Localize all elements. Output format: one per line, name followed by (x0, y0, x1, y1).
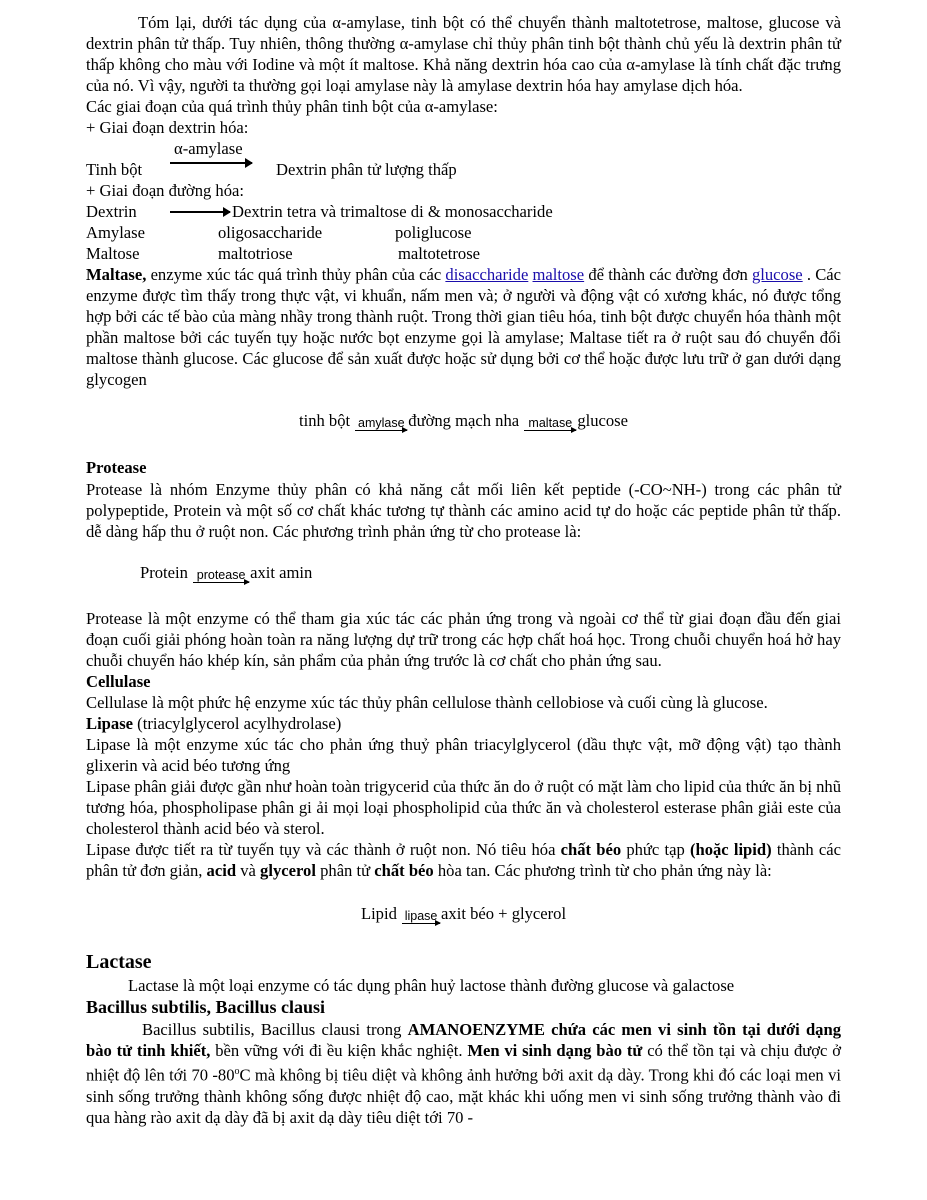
cellulase-title: Cellulase (86, 672, 151, 691)
lipase-paragraph-2: Lipase phân giải được gần như hoàn toàn trigycerid của thức ăn do ở ruột có mặt làm cho lipid của thức ăn bị nhũ tương hóa, phospholipase phân gi ải mọi loại phospholipid của thức ăn và cholesterol esterase phân giải este của cholesterol thành acid béo và sterol. (86, 777, 841, 838)
bacillus-title: Bacillus subtilis, Bacillus clausi (86, 997, 326, 1017)
equation-protease (86, 562, 841, 588)
stage2-row2-c2: oligosaccharide (218, 223, 323, 242)
stage2-arrow (170, 211, 230, 213)
lactase-paragraph: Lactase là một loại enzyme có tác dụng phân huỷ lactose thành đường glucose và galactose (128, 976, 735, 995)
lipase-title: Lipase (86, 714, 134, 733)
protease-title: Protease (86, 458, 147, 477)
intro-paragraph: Tóm lại, dưới tác dụng của α-amylase, tinh bột có thể chuyển thành maltotetrose, maltose, glucose và dextrin phân tử thấp. Tuy nhiên, thông thường α-amylase chỉ thủy phân tinh bột thành chủ yếu là dextrin phân tử thấp không cho màu với Iodine và một ít maltose. Khả năng dextrin hóa cao của α-amylase là tính chất đặc trưng của nó. Vì vậy, người ta thường gọi loại amylase này là amylase dextrin hóa hay amylase dịch hóa. (86, 13, 841, 95)
stage2-row1-left: Dextrin (86, 202, 137, 221)
eq2-arrow (193, 569, 249, 583)
stage2-row3-c3: maltotetrose (398, 244, 481, 263)
stage1-title: + Giai đoạn dextrin hóa: (86, 118, 249, 137)
lipase-text: và (236, 861, 261, 880)
eq1-c: glucose (577, 411, 629, 430)
eq3-a: Lipid (360, 904, 397, 923)
document-page (86, 12, 841, 1128)
stage1-left: Tinh bột (86, 160, 143, 179)
lipase-paragraph-1: Lipase là một enzyme xúc tác cho phản ứng thuỷ phân triacylglycerol (dầu thực vật, mỡ động vật) tạo thành glixerin và acid béo tương ứng (86, 735, 841, 775)
maltase-text: enzyme xúc tác quá trình thủy phân của các (146, 265, 446, 284)
bacillus-text: bền vững với đi ều kiện khắc nghiệt. (210, 1041, 468, 1060)
lipase-bold: (hoặc lipid) (689, 840, 772, 859)
bacillus-paragraph (86, 1019, 841, 1128)
lipase-subtitle: (triacylglycerol acylhydrolase) (133, 714, 342, 733)
degree-sup: o (234, 1066, 240, 1077)
stage2-row2 (86, 222, 841, 243)
eq3-b: axit béo + glycerol (441, 904, 567, 923)
lipase-bold: chất béo (374, 861, 434, 880)
stage1-right: Dextrin phân tử lượng thấp (276, 160, 457, 179)
maltase-paragraph (86, 264, 841, 390)
maltase-title: Maltase, (86, 265, 147, 284)
bacillus-text: Bacillus subtilis, Bacillus clausi trong (142, 1020, 408, 1039)
protease-paragraph: Protease là nhóm Enzyme thủy phân có khả năng cắt mối liên kết peptide (-CO~NH-) trong các phân tử polypeptide, Protein và một số cơ chất khác tương tự thành các amino acid tự do hoặc các peptide phân tử thấp. dễ dàng hấp thu ở ruột non. Các phương trình phản ứng từ cho protease là: (86, 480, 841, 541)
stage2-row2-c3: poliglucose (395, 223, 472, 242)
lipase-bold: acid (206, 861, 237, 880)
lipase-heading (86, 713, 841, 734)
lipase-text: Lipase được tiết ra từ tuyến tụy và các thành ở ruột non. Nó tiêu hóa (86, 840, 561, 859)
link-glucose[interactable]: glucose (751, 265, 803, 284)
maltase-text: . Các enzyme được tìm thấy trong thực vật, vi khuẩn, nấm men và; ở người và động vật có xương khác, nó được tổng hợp bởi các tế bào của màng nhầy trong thành ruột. Trong thời gian tiêu hóa, tinh bột được chuyển hóa thành một phần maltose bởi các tuyến tụy hoặc nước bọt enzyme gọi là amylase; Maltase tiết ra ở ruột sau đó chuyển đổi maltose thành glucose. Các glucose để sản xuất được hoặc sử dụng bởi cơ thể hoặc được lưu trữ ở gan dưới dạng glycogen (86, 265, 842, 389)
eq1-enzyme2: maltase (528, 416, 573, 430)
lipase-bold: glycerol (260, 861, 316, 880)
lipase-bold: chất béo (560, 840, 622, 859)
stage1-enzyme: α-amylase (174, 139, 243, 158)
lipase-paragraph-3 (86, 839, 841, 881)
stage2-row1-right: Dextrin tetra và trimaltose di & monosaccharide (232, 202, 553, 221)
bacillus-bold: Men vi sinh dạng bào tử (467, 1041, 643, 1060)
eq2-enzyme: protease (196, 568, 246, 582)
eq1-enzyme1: amylase (358, 416, 405, 430)
bacillus-text: C mà không bị tiêu diệt và không ảnh hưởng bởi axit dạ dày. Trong khi đó các loại men vi sinh sống trưởng thành không sống được nhiệt độ cao, mặt khác khi uống men vi sinh sống trưởng thành vào đi qua hàng rào axit dạ dày đã bị axit dạ dày tiêu diệt tới 70 - (86, 1065, 841, 1127)
link-maltose[interactable]: maltose (532, 265, 585, 284)
lactase-title: Lactase (86, 951, 152, 973)
stage1-reaction (86, 138, 841, 180)
equation-amylase (86, 410, 841, 436)
stage2-row3-c1: Maltose (86, 244, 140, 263)
stage2-row2-c1: Amylase (86, 223, 145, 242)
stages-heading: Các giai đoạn của quá trình thủy phân tinh bột của α-amylase: (86, 97, 498, 116)
eq1-arrow2 (524, 417, 576, 431)
lipase-text: phân tử (315, 861, 375, 880)
lipase-text: phức tạp (621, 840, 690, 859)
protease-paragraph-2: Protease là một enzyme có thể tham gia xúc tác các phản ứng trong và ngoài cơ thể từ giai đoạn đầu đến giai đoạn cuối giải phóng hoàn toàn ra năng lượng dự trữ trong các hợp chất hoá học. Trong chuỗi chuyển hoá hở hay chuỗi chuyển háo khép kín, sản phẩm của phản ứng trước là cơ chất cho phản ứng sau. (86, 609, 841, 670)
lipase-text: thành các phân tử đơn giản, (86, 840, 841, 880)
eq2-a: Protein (140, 563, 188, 582)
stage2-row3 (86, 243, 841, 264)
eq3-enzyme: lipase (404, 909, 438, 923)
equation-lipase (86, 903, 841, 929)
stage2-row3-c2: maltotriose (218, 244, 293, 263)
bacillus-text: có thể tồn tại và chịu được ở nhiệt độ lên tới 70 -80 (86, 1041, 841, 1085)
lipase-text: hòa tan. Các phương trình từ cho phản ứng này là: (433, 861, 772, 880)
stage2-row1 (86, 201, 841, 222)
eq2-b: axit amin (250, 563, 313, 582)
eq3-arrow (402, 910, 440, 924)
stage2-title: + Giai đoạn đường hóa: (86, 181, 245, 200)
stage1-arrow (170, 162, 252, 164)
eq1-arrow1 (355, 417, 407, 431)
bacillus-bold: AMANOENZYME chứa các men vi sinh tồn tại dưới dạng bào tử tinh khiết, (86, 1020, 842, 1060)
eq1-a: tinh bột (298, 411, 351, 430)
eq1-b: đường mạch nha (408, 411, 520, 430)
cellulase-paragraph: Cellulase là một phức hệ enzyme xúc tác thủy phân cellulose thành cellobiose và cuối cùng là glucose. (86, 693, 768, 712)
link-disaccharide[interactable]: disaccharide (445, 265, 529, 284)
maltase-text: để thành các đường đơn (584, 265, 752, 284)
